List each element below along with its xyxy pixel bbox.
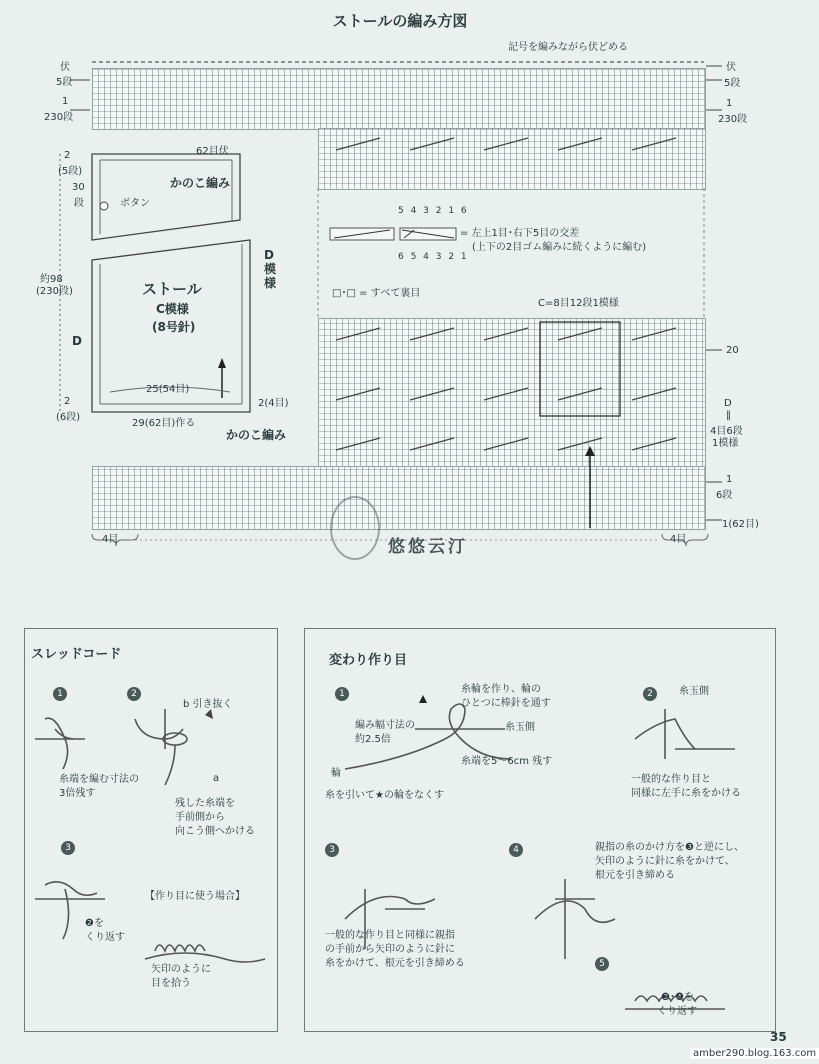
label-c-repeat: C=8目12段1模様 xyxy=(538,298,619,309)
legend-cross-symbol xyxy=(330,218,460,252)
tc-step-1: 1 xyxy=(53,687,67,701)
schem-width-inner: 25(54目) xyxy=(146,384,190,395)
label-one-left: 1 xyxy=(62,96,69,107)
co-s1f: 輪 xyxy=(331,768,341,779)
label-230-right: 230段 xyxy=(718,114,748,125)
label-four-right: 4目 xyxy=(670,534,687,545)
schem-needle: (8号針) xyxy=(152,320,196,334)
co-step-1: 1 xyxy=(335,687,349,701)
schem-total-rows: (230段) xyxy=(36,286,73,297)
label-d: D xyxy=(724,398,732,409)
tc-note1a: 糸端を編む寸法の xyxy=(59,774,139,785)
co-s2a: 糸玉側 xyxy=(679,686,709,697)
tc-label-a: a xyxy=(213,773,220,784)
co-s4b: 矢印のように針に糸をかけて、 xyxy=(595,856,735,867)
tc-step-3: 3 xyxy=(61,841,75,855)
top-note: 記号を編みながら伏どめる xyxy=(508,42,628,53)
label-d-eq: ‖ xyxy=(726,410,731,421)
schem-button-rows-unit: 段 xyxy=(74,198,84,209)
tc-note4a: 矢印のように xyxy=(151,964,211,975)
legend-purl: □･□ = すべて裏目 xyxy=(332,288,421,299)
schem-d-right2: 模様 xyxy=(264,262,277,290)
schem-pattern: C模様 xyxy=(156,302,189,316)
label-d-detail1: 4目6段 xyxy=(710,426,743,437)
legend-cross-desc1: = 左上1目･右下5目の交差 xyxy=(460,228,580,239)
schem-total-len: 約98 xyxy=(40,274,63,285)
schem-kanoko-top: かのこ編み xyxy=(170,176,231,190)
schem-kanoko-bottom: かのこ編み xyxy=(226,428,287,442)
label-row20: 20 xyxy=(726,345,739,356)
co-step-4: 4 xyxy=(509,843,523,857)
schem-bottom-two: 2 xyxy=(64,396,71,407)
schem-d-left: D xyxy=(72,334,82,348)
co-s2b: 一般的な作り目と xyxy=(631,774,711,785)
cast-on-title: 変わり作り目 xyxy=(329,653,408,668)
tc-note3b: くり返す xyxy=(85,932,125,943)
label-dan5-right: 5段 xyxy=(724,78,741,89)
co-s3c: 糸をかけて、根元を引き締める xyxy=(325,958,465,969)
legend-cross-desc2: (上下の2目ゴム編みに続くように編む) xyxy=(472,242,647,253)
label-one-b: 1 xyxy=(726,474,733,485)
co-s1h: 糸を引いて★の輪をなくす xyxy=(325,790,444,801)
co-s4c: 根元を引き締める xyxy=(595,870,675,881)
cast-on-panel xyxy=(304,628,776,1032)
co-s1c: 編み幅寸法の xyxy=(355,720,415,731)
legend-numbers-top: 5 4 3 2 1 6 xyxy=(398,206,469,216)
co-s1d: 約2.5倍 xyxy=(355,734,391,745)
schem-side: 2(4目) xyxy=(258,398,289,409)
label-one-right: 1 xyxy=(726,98,733,109)
co-step-5: 5 xyxy=(595,957,609,971)
co-s4a: 親指の糸のかけ方を❸と逆にし、 xyxy=(595,842,744,853)
co-s1a: 糸輪を作り、輪の xyxy=(461,684,541,695)
schem-top-fuse: 62目伏 xyxy=(196,146,229,157)
tc-case: 【作り目に使う場合】 xyxy=(145,891,245,902)
schem-width-outer: 29(62目)作る xyxy=(132,418,196,429)
co-s1g: 糸端を5～6cm 残す xyxy=(461,756,553,767)
label-230-left: 230段 xyxy=(44,112,74,123)
co-s5b: くり返す xyxy=(657,1006,697,1017)
tc-note3a: ❷を xyxy=(85,918,104,929)
label-dan6: 6段 xyxy=(716,490,733,501)
page-number: 35 xyxy=(770,1030,787,1044)
co-s3a: 一般的な作り目と同様に親指 xyxy=(325,930,455,941)
label-fuse-right: 伏 xyxy=(726,62,736,73)
tc-note1b: 3倍残す xyxy=(59,788,96,799)
tc-note4b: 目を拾う xyxy=(151,978,191,989)
schem-button: ボタン xyxy=(120,198,150,209)
thread-cord-panel xyxy=(24,628,278,1032)
label-fuse-left: 伏 xyxy=(60,62,70,73)
co-s5a: ❸･❹を xyxy=(661,992,694,1003)
thread-cord-title: スレッドコード xyxy=(31,647,122,662)
co-s1e: 糸玉側 xyxy=(505,722,535,733)
co-step-3: 3 xyxy=(325,843,339,857)
label-d-detail2: 1模様 xyxy=(712,438,739,449)
tc-step-b: b 引き抜く xyxy=(183,699,233,710)
co-s1b: ひとつに棒針を通す xyxy=(461,698,551,709)
watermark-text: 悠悠云汀 xyxy=(388,537,468,557)
label-dan5-left: 5段 xyxy=(56,77,73,88)
tc-note2b: 手前側から xyxy=(175,812,225,823)
schem-button-rows: 30 xyxy=(72,182,85,193)
schem-dan5: (5段) xyxy=(58,166,83,177)
page-title: ストールの編み方図 xyxy=(332,12,468,30)
tc-note2c: 向こう側へかける xyxy=(175,826,255,837)
schem-bottom-dan: (6段) xyxy=(56,412,81,423)
tc-note2a: 残した糸端を xyxy=(175,798,235,809)
schem-two: 2 xyxy=(64,150,71,161)
watermark-logo xyxy=(330,496,380,560)
schem-d-right: D xyxy=(264,248,274,262)
legend-numbers-bottom: 6 5 4 3 2 1 xyxy=(398,252,469,262)
label-first-row: 1(62目) xyxy=(722,519,759,530)
tc-step-2: 2 xyxy=(127,687,141,701)
co-step-2: 2 xyxy=(643,687,657,701)
co-s3b: の手前から矢印のように針に xyxy=(325,944,455,955)
schem-stole: ストール xyxy=(142,280,202,298)
label-four-left: 4目 xyxy=(102,534,119,545)
co-s2c: 同様に左手に糸をかける xyxy=(631,788,741,799)
footer-url: amber290.blog.163.com xyxy=(690,1048,819,1059)
